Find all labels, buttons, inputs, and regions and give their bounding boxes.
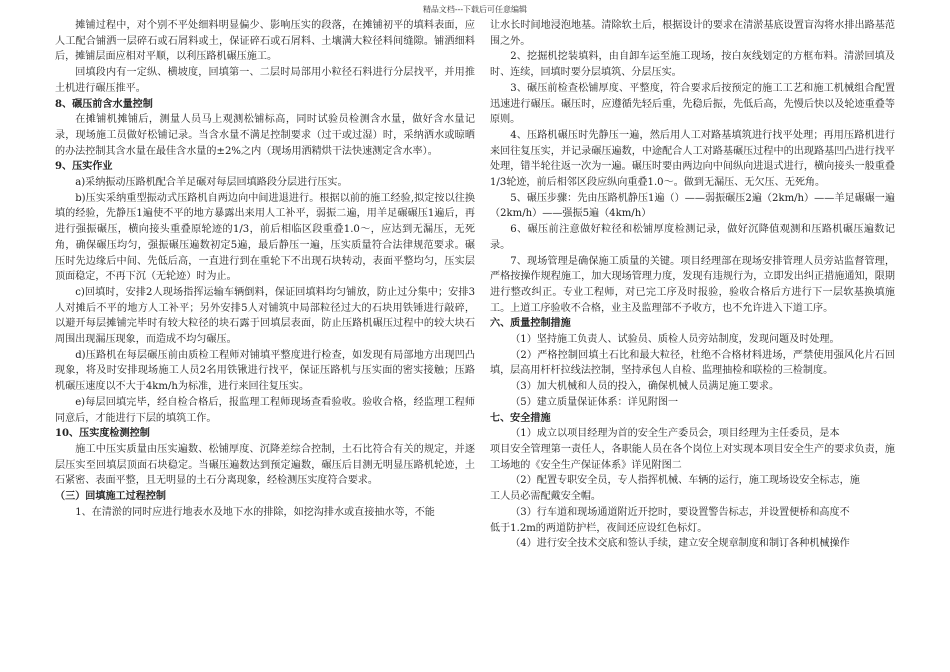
section-heading: 9、压实作业 — [55, 161, 113, 173]
paragraph: 低于1.2m的两道防护栏，夜间还应设红色标灯。 — [490, 522, 708, 534]
paragraph: 工人员必需配戴安全帽。 — [490, 491, 602, 503]
paragraph: 2、挖掘机挖装填料，由自卸车运至施工现场，按白灰线划定的方框布料。清淤回填及时、连续，回填时要分层填筑、分层压实。 — [490, 51, 895, 79]
paragraph: 摊铺过程中，对个别不平处细料明显偏少、影响压实的段落，在摊铺初平的填料表面，应人工配合铺洒一层碎石或石屑料或土，保证碎石或石屑料、土壤满大粒径料间缝隙。铺洒细料后，摊铺层面应相对平顺，以利压路机碾压施工。 — [55, 20, 475, 63]
paragraph: 6、碾压前注意做好粒径和松铺厚度检测记录，做好沉降值观测和压路机碾压遍数记录。 — [490, 224, 895, 251]
section-heading: 10、压实度检测控制 — [55, 428, 150, 440]
paragraph: （1）坚持施工负责人、试验员、质检人员旁站制度，发现问题及时处理。 — [510, 334, 840, 346]
section-heading: 七、安全措施 — [490, 412, 551, 424]
section-heading: 六、质量控制措施 — [490, 318, 571, 330]
section-heading: 8、碾压前含水量控制 — [55, 98, 153, 110]
paragraph: 5、碾压步骤：先由压路机静压1遍（）——弱振碾压2遍（2km/h）——羊足碾碾一遍（2km/h）——强振5遍（4km/h） — [490, 192, 895, 220]
paragraph: d)压路机在每层碾压前由质检工程师对铺填平整度进行检查，如发现有局部地方出现凹凸现象，将及时安排现场施工人员2名用铁锹进行找平，保证压路机与压实面的密实接触；压路机碾压速度以不大于4km/h为标准，进行来回往复压实。 — [55, 349, 475, 393]
paragraph: 让水长时间地浸泡地基。清除软土后，根据设计的要求在清淤基底设置盲沟将水排出路基范围之外。 — [490, 20, 895, 47]
paragraph: 项目安全管理第一责任人，各职能人员在各个岗位上对实现本项目安全生产的要求负责，施工场地的《安全生产保证体系》详见附图二 — [490, 443, 895, 471]
paragraph: （3）加大机械和人员的投入，确保机械人员满足施工要求。 — [510, 381, 780, 393]
paragraph: 3、碾压前检查松铺厚度、平整度，符合要求后按预定的施工工艺和施工机械组合配置迅速进行碾压。碾压时，应遵循先轻后重，先稳后振，先低后高，先慢后快以及轮迹重叠等原则。 — [490, 82, 895, 126]
paragraph: （3）行车道和现场通道附近开挖时，要设置警告标志，并设置便桥和高度不 — [510, 506, 850, 518]
section-heading: （三）回填施工过程控制 — [55, 491, 167, 503]
paragraph: e)每层回填完毕，经自检合格后，报监理工程师现场查看验收。验收合格，经监理工程师同意后，才能进行下层的填筑工作。 — [55, 396, 475, 424]
paragraph: （2）严格控制回填土石比和最大粒径，杜绝不合格材料进场，严禁使用强风化片石回填，层高用杆杆拉线法控制，坚持承包人自检、监理抽检和联检的三检制度。 — [490, 349, 895, 377]
paragraph: 在摊铺机摊铺后，测量人员马上观测松铺标高，同时试验员检测含水量，做好含水量记录，现场施工员做好松铺记录。当含水量不满足控制要求（过干或过湿）时，采纳洒水或晾晒的办法控制其含水量在最佳含水量的±2%之内（现场用洒精烘干法快速测定含水率）。 — [55, 114, 475, 157]
paragraph: 4、压路机碾压时先静压一遍，然后用人工对路基填筑进行找平处理；再用压路机进行来回往复压实，并记录碾压遍数，中途配合人工对路基碾压过程中的出现路基凹凸进行找平处理，错半轮往返一次为一遍。碾压时要由两边向中间纵向进退式进行，横向接头一般重叠1/3轮迹，前后相邻区段应纵向重叠1.0～。做到无漏压、无欠压、无死角。 — [490, 129, 895, 189]
paragraph: a)采纳振动压路机配合羊足碾对每层回填路段分层进行压实。 — [75, 177, 348, 189]
paragraph: （1）成立以项目经理为首的安全生产委员会，项目经理为主任委员，是本 — [510, 428, 840, 440]
paragraph: （5）建立质量保证体系：详见附图一 — [510, 396, 679, 408]
page-header: 精品文档---下载后可任意编辑 — [422, 5, 528, 14]
paragraph: 施工中压实质量由压实遍数、松铺厚度、沉降差综合控制，土石比符合有关的规定，并逐层压实至回填层顶面石块稳定。当碾压遍数达到预定遍数，碾压后目测无明显压路机轮迹，土石紧密、表面平整，且无明显的土石分离现象，经检测压实度符合要求。 — [55, 443, 475, 487]
paragraph: b)压实采纳重型振动式压路机自两边向中间进退进行。根据以前的施工经验,拟定按以往换填的经验，先静压1遍使不平的地方暴露出来用人工补平，弱振二遍，用羊足碾碾压1遍后，再进行强振碾压，横向接头重叠原轮迹的1/3，前后相临区段重叠1.0～，应达到无漏压，无死角，确保碾压均匀，强振碾压遍数初定5遍，最后静压一遍，压实质量符合法律规范要求。碾压时先边缘后中间、先低后高，一直进行到在重轮下不出现石块转动，表面平整均匀，压实层顶面稳定，不再下沉（无轮迹）时为止。 — [55, 192, 475, 283]
paragraph: 7、现场管理是确保施工质量的关键。项目经理部在现场安排管理人员旁站监督管理，严格按操作规程施工，加大现场管理力度，发现有违规行为，立即发出纠正措施通知，限期进行整改纠正。专业工程师，对已完工序及时报验，验收合格后方进行下一层软基换填施工。上道工序验收不合格，业主及监理部不予收方，也不允许进入下道工序。 — [490, 255, 895, 314]
paragraph: c)回填时，安排2人现场指挥运输车辆倒料，保证回填料均匀铺放，防止过分集中；安排3人对摊后不平的地方人工补平；另外安排5人对铺筑中局部粒径过大的石块用铁锤进行敲碎，以避开每层摊铺完毕时有较大粒径的块石露于回填层表面，防止压路机碾压过程中的较大块石周围出现漏压现象，而造成不均匀碾压。 — [55, 286, 475, 346]
paragraph: （4）进行安全技术交底和签认手续，建立安全规章制度和制订各种机械操作 — [510, 538, 850, 550]
paragraph: 1、在清淤的同时应进行地表水及地下水的排除，如挖沟排水或直接抽水等，不能 — [75, 506, 435, 518]
paragraph: （2）配置专职安全员，专人指挥机械、车辆的运行，施工现场设安全标志，施 — [510, 475, 860, 487]
left-column — [55, 18, 475, 521]
right-column — [490, 18, 895, 552]
paragraph: 回填段内有一定纵、横坡度，回填第一、二层时局部用小粒径石料进行分层找平，并用推土机进行碾压推平。 — [55, 67, 475, 94]
